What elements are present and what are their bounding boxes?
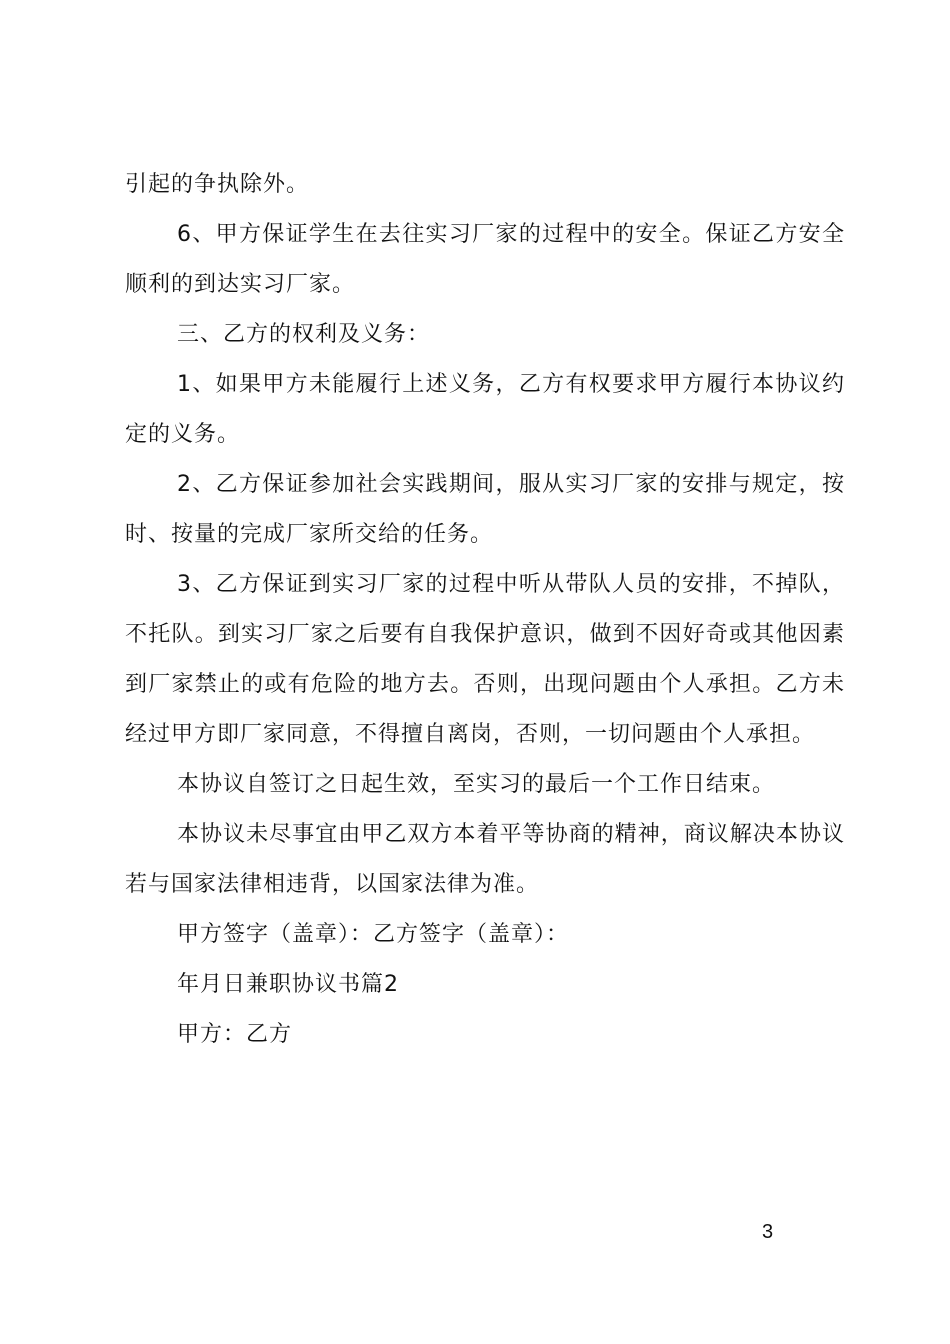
paragraph-clause-6: 6、甲方保证学生在去往实习厂家的过程中的安全。保证乙方安全顺利的到达实习厂家。 [125, 222, 845, 297]
paragraph-continuation: 引起的争执除外。 [125, 172, 310, 197]
paragraph-clause-1: 1、如果甲方未能履行上述义务，乙方有权要求甲方履行本协议约定的义务。 [125, 372, 845, 447]
paragraph-unresolved: 本协议未尽事宜由甲乙双方本着平等协商的精神，商议解决本协议若与国家法律相违背，以国家法律为准。 [125, 822, 845, 897]
paragraph-clause-2: 2、乙方保证参加社会实践期间，服从实习厂家的安排与规定，按时、按量的完成厂家所交给的任务。 [125, 472, 845, 547]
page-number: 3 [762, 1221, 774, 1243]
parties-line: 甲方：乙方 [177, 1022, 293, 1047]
section-heading-3: 三、乙方的权利及义务： [177, 322, 431, 347]
signature-line: 甲方签字（盖章）：乙方签字（盖章）： [177, 922, 570, 947]
paragraph-clause-3: 3、乙方保证到实习厂家的过程中听从带队人员的安排，不掉队，不托队。到实习厂家之后要有自我保护意识，做到不因好奇或其他因素到厂家禁止的或有危险的地方去。否则，出现问题由个人承担。乙方未经过甲方即厂家同意，不得擅自离岗，否则，一切问题由个人承担。 [125, 572, 845, 747]
date-and-next-title: 年月日兼职协议书篇2 [177, 972, 399, 997]
paragraph-effective: 本协议自签订之日起生效，至实习的最后一个工作日结束。 [177, 772, 776, 797]
document-body [125, 160, 845, 1060]
